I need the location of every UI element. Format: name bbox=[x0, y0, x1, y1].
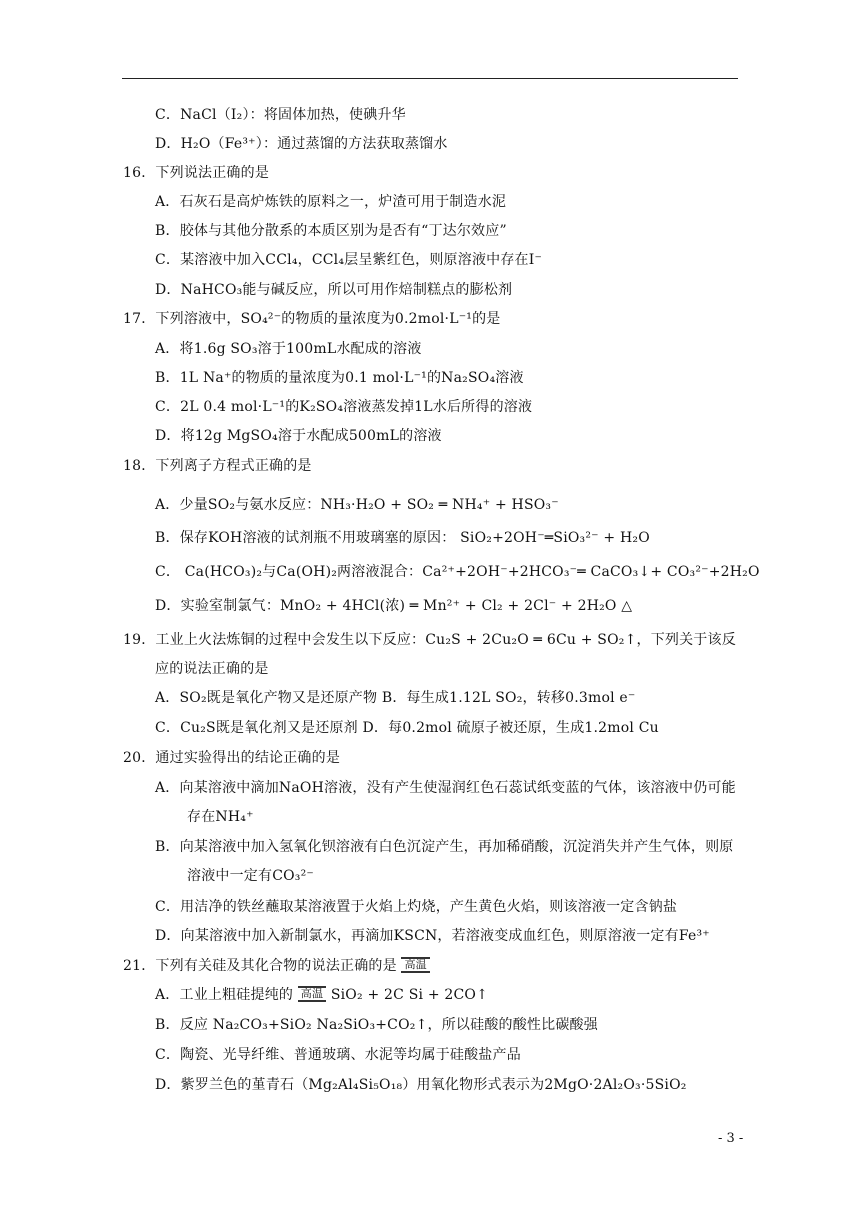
gaowen-stamp: 高温 bbox=[401, 957, 429, 973]
option-20c: C．用洁净的铁丝蘸取某溶液置于火焰上灼烧，产生黄色火焰，则该溶液一定含钠盐 bbox=[155, 899, 678, 915]
option-19cd: C．Cu₂S既是氧化剂又是还原剂 D．每0.2mol 硫原子被还原，生成1.2mol Cu bbox=[155, 720, 659, 736]
option-18d: D．实验室制氯气：MnO₂ + 4HCl(浓) ═ Mn²⁺ + Cl₂ + 2Cl⁻ + 2H₂O △ bbox=[155, 598, 633, 614]
option-18a: A．少量SO₂与氨水反应：NH₃·H₂O + SO₂ ═ NH₄⁺ + HSO₃⁻ bbox=[155, 497, 559, 513]
question-19-cont: 应的说法正确的是 bbox=[155, 661, 269, 677]
option-18b: B．保存KOH溶液的试剂瓶不用玻璃塞的原因： SiO₂+2OH⁻═SiO₃²⁻ + H₂O bbox=[155, 530, 650, 546]
option-21b: B．反应 Na₂CO₃+SiO₂ Na₂SiO₃+CO₂↑，所以硅酸的酸性比碳酸强 bbox=[155, 1017, 598, 1033]
question-18: 18．下列离子方程式正确的是 bbox=[123, 458, 312, 474]
page-number: - 3 - bbox=[718, 1131, 744, 1146]
option-21a-equation: SiO₂ + 2C Si + 2CO↑ bbox=[330, 987, 489, 1003]
option-20a: A．向某溶液中滴加NaOH溶液，没有产生使湿润红色石蕊试纸变蓝的气体，该溶液中仍可能 bbox=[155, 780, 736, 796]
option-18c: C． Ca(HCO₃)₂与Ca(OH)₂两溶液混合：Ca²⁺+2OH⁻+2HCO₃⁻═ CaCO₃↓+ CO₃²⁻+2H₂O bbox=[155, 564, 760, 580]
option-16a: A．石灰石是高炉炼铁的原料之一，炉渣可用于制造水泥 bbox=[155, 194, 507, 210]
gaowen-stamp: 高温 bbox=[298, 986, 326, 1002]
question-21 bbox=[123, 957, 430, 975]
option-19ab: A．SO₂既是氧化产物又是还原产物 B．每生成1.12L SO₂，转移0.3mol e⁻ bbox=[155, 690, 636, 706]
option-16b: B．胶体与其他分散系的本质区别为是否有“丁达尔效应” bbox=[155, 223, 507, 239]
option-21a bbox=[155, 986, 488, 1004]
option-21c: C．陶瓷、光导纤维、普通玻璃、水泥等均属于硅酸盐产品 bbox=[155, 1047, 521, 1063]
option-17d: D．将12g MgSO₄溶于水配成500mL的溶液 bbox=[155, 428, 442, 444]
question-20: 20．通过实验得出的结论正确的是 bbox=[123, 750, 341, 766]
option-17a: A．将1.6g SO₃溶于100mL水配成的溶液 bbox=[155, 341, 422, 357]
header-rule bbox=[122, 78, 738, 79]
option-15d: D．H₂O（Fe³⁺）：通过蒸馏的方法获取蒸馏水 bbox=[155, 136, 448, 152]
option-21d: D．紫罗兰色的堇青石（Mg₂Al₄Si₅O₁₈）用氧化物形式表示为2MgO·2Al₂O₃·5SiO₂ bbox=[155, 1077, 687, 1093]
option-17c: C．2L 0.4 mol·L⁻¹的K₂SO₄溶液蒸发掉1L水后所得的溶液 bbox=[155, 399, 533, 415]
option-16c: C．某溶液中加入CCl₄，CCl₄层呈紫红色，则原溶液中存在I⁻ bbox=[155, 252, 543, 268]
option-20b-cont: 溶液中一定有CO₃²⁻ bbox=[187, 868, 315, 884]
option-17b: B．1L Na⁺的物质的量浓度为0.1 mol·L⁻¹的Na₂SO₄溶液 bbox=[155, 370, 524, 386]
question-17: 17．下列溶液中，SO₄²⁻的物质的量浓度为0.2mol·L⁻¹的是 bbox=[123, 311, 501, 327]
question-21-text: 21．下列有关硅及其化合物的说法正确的是 bbox=[123, 958, 397, 974]
option-15c: C．NaCl（I₂）：将固体加热，使碘升华 bbox=[155, 107, 406, 123]
option-20d: D．向某溶液中加入新制氯水，再滴加KSCN，若溶液变成血红色，则原溶液一定有Fe³⁺ bbox=[155, 928, 710, 944]
option-21a-text: A．工业上粗硅提纯的 bbox=[155, 987, 294, 1003]
option-20b: B．向某溶液中加入氢氧化钡溶液有白色沉淀产生，再加稀硝酸，沉淀消失并产生气体，则原 bbox=[155, 839, 734, 855]
question-16: 16．下列说法正确的是 bbox=[123, 165, 270, 181]
question-19: 19．工业上火法炼铜的过程中会发生以下反应：Cu₂S + 2Cu₂O ═ 6Cu + SO₂↑，下列关于该反 bbox=[123, 632, 736, 648]
option-20a-cont: 存在NH₄⁺ bbox=[187, 809, 254, 825]
option-16d: D．NaHCO₃能与碱反应，所以可用作焙制糕点的膨松剂 bbox=[155, 282, 513, 298]
